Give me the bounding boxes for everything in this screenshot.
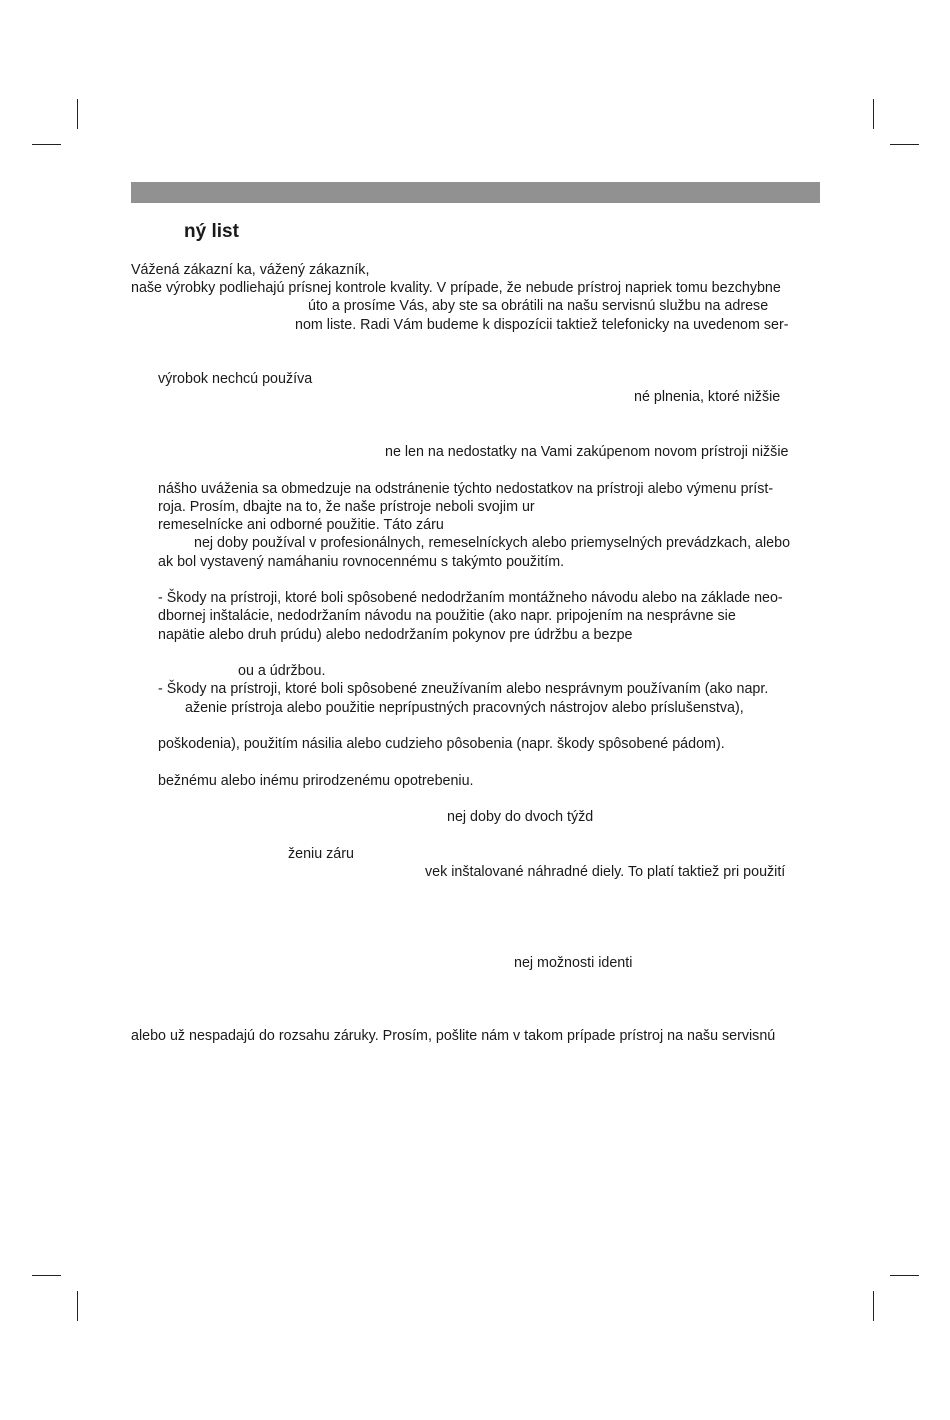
- text-line: - Škody na prístroji, ktoré boli spôsobené nedodržaním montážneho návodu alebo na základe neo-: [158, 590, 783, 606]
- crop-mark-bottom-left-horizontal: [32, 1275, 61, 1276]
- text-line: napätie alebo druh prúdu) alebo nedodržaním pokynov pre údržbu a bezpe: [158, 627, 633, 643]
- crop-mark-top-right-vertical: [873, 99, 874, 129]
- text-line: vek inštalované náhradné diely. To platí taktiež pri použití: [425, 864, 786, 880]
- crop-mark-top-left-vertical: [77, 99, 78, 129]
- text-line: bežnému alebo inému prirodzenému opotrebeniu.: [158, 773, 474, 789]
- text-line: né plnenia, ktoré nižšie: [634, 389, 781, 405]
- header-band: [131, 182, 820, 203]
- crop-mark-top-left-horizontal: [32, 144, 61, 145]
- text-line: ne len na nedostatky na Vami zakúpenom novom prístroji nižšie: [385, 444, 789, 460]
- text-line: nej doby používal v profesionálnych, remeselníckych alebo priemyselných prevádzkach, alebo: [194, 535, 791, 551]
- text-line: nášho uváženia sa obmedzuje na odstránenie týchto nedostatkov na prístroji alebo výmenu príst-: [158, 481, 774, 497]
- text-line: nej doby do dvoch týžd: [447, 809, 594, 825]
- crop-mark-top-right-horizontal: [890, 144, 919, 145]
- text-line: poškodenia), použitím násilia alebo cudzieho pôsobenia (napr. škody spôsobené pádom).: [158, 736, 725, 752]
- crop-mark-bottom-right-vertical: [873, 1291, 874, 1321]
- crop-mark-bottom-left-vertical: [77, 1291, 78, 1321]
- page-title: ný list: [184, 221, 239, 242]
- text-line: remeselnícke ani odborné použitie. Táto záru: [158, 517, 444, 533]
- text-line: výrobok nechcú používa: [158, 371, 313, 387]
- text-line: ou a údržbou.: [238, 663, 326, 679]
- text-line: roja. Prosím, dbajte na to, že naše prístroje neboli svojim ur: [158, 499, 535, 515]
- text-line: dbornej inštalácie, nedodržaním návodu na použitie (ako napr. pripojením na nesprávne sie: [158, 608, 736, 624]
- text-line: ak bol vystavený namáhaniu rovnocennému s takýmto použitím.: [158, 554, 565, 570]
- text-line: nej možnosti identi: [514, 955, 633, 971]
- crop-mark-bottom-right-horizontal: [890, 1275, 919, 1276]
- text-line: - Škody na prístroji, ktoré boli spôsobené zneužívaním alebo nesprávnym používaním (ako napr.: [158, 681, 769, 697]
- text-line: nom liste. Radi Vám budeme k dispozícii taktiež telefonicky na uvedenom ser-: [295, 317, 789, 333]
- text-line: naše výrobky podliehajú prísnej kontrole kvality. V prípade, že nebude prístroj napriek tomu bezchybne: [131, 280, 781, 296]
- text-line: aženie prístroja alebo použitie neprípustných pracovných nástrojov alebo príslušenstva),: [185, 700, 744, 716]
- text-line: ženiu záru: [288, 846, 354, 862]
- text-line: alebo už nespadajú do rozsahu záruky. Prosím, pošlite nám v takom prípade prístroj na našu servisnú: [131, 1028, 776, 1044]
- text-line: Vážená zákazní ka, vážený zákazník,: [131, 262, 370, 278]
- text-line: úto a prosíme Vás, aby ste sa obrátili na našu servisnú službu na adrese: [308, 298, 769, 314]
